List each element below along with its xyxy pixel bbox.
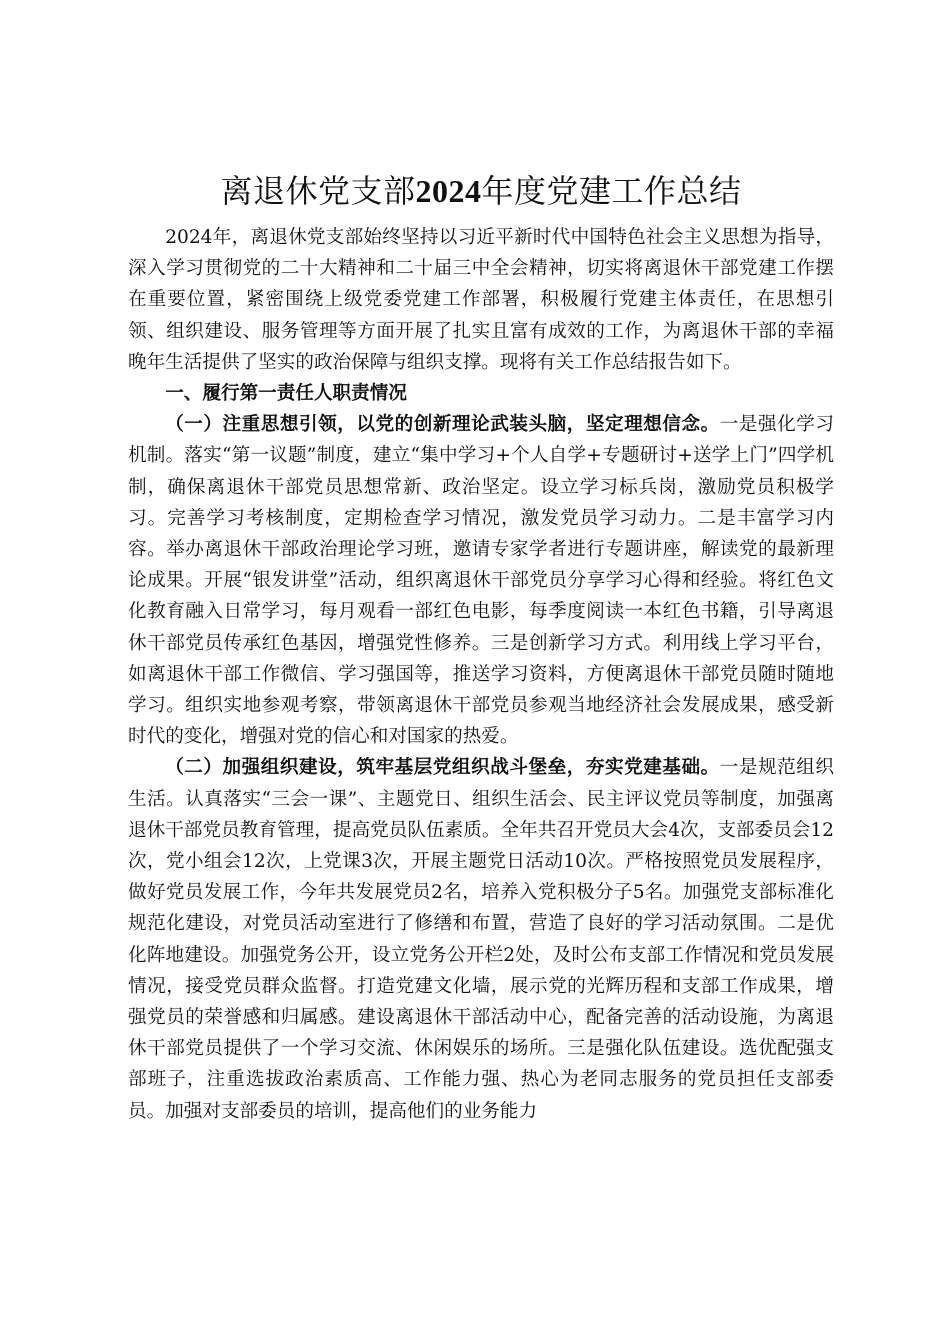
title-prefix: 离退休党支部 xyxy=(220,172,416,210)
document-title xyxy=(128,168,834,214)
title-year: 2024 xyxy=(415,173,482,209)
item-2-paragraph xyxy=(128,752,834,1126)
section-1-heading: 一、履行第一责任人职责情况 xyxy=(165,383,407,405)
item-1-paragraph xyxy=(128,409,834,752)
item-2-lead: （二）加强组织建设，筑牢基层党组织战斗堡垒，夯实党建基础。 xyxy=(165,757,720,779)
item-1-body: 一是强化学习机制。落实“第一议题”制度，建立“集中学习+个人自学+专题研讨+送学上门”四学机制，确保离退休干部党员思想常新、政治坚定。设立学习标兵岗，激励党员积极学习。完善学习考核制度，定期检查学习情况，激发党员学习动力。二是丰富学习内容。举办离退休干部政治理论学习班，邀请专家学者进行专题讲座，解读党的最新理论成果。开展“银发讲堂”活动，组织离退休干部党员分享学习心得和经验。将红色文化教育融入日常学习，每月观看一部红色电影，每季度阅读一本红色书籍，引导离退休干部党员传承红色基因，增强党性修养。三是创新学习方式。利用线上学习平台，如离退休干部工作微信、学习强国等，推送学习资料，方便离退休干部党员随时随地学习。组织实地参观考察，带领离退休干部党员参观当地经济社会发展成果，感受新时代的变化，增强对党的信心和对国家的热爱。 xyxy=(128,414,834,748)
title-suffix: 年度党建工作总结 xyxy=(481,172,742,210)
document-body xyxy=(128,168,834,1127)
intro-paragraph: 2024年，离退休党支部始终坚持以习近平新时代中国特色社会主义思想为指导，深入学习贯彻党的二十大精神和二十届三中全会精神，切实将离退休干部党建工作摆在重要位置，紧密围绕上级党委党建工作部署，积极履行党建主体责任，在思想引领、组织建设、服务管理等方面开展了扎实且富有成效的工作，为离退休干部的幸福晚年生活提供了坚实的政治保障与组织支撑。现将有关工作总结报告如下。 xyxy=(128,227,834,373)
item-2-body: 一是规范组织生活。认真落实“三会一课”、主题党日、组织生活会、民主评议党员等制度，加强离退休干部党员教育管理，提高党员队伍素质。全年共召开党员大会4次，支部委员会12次，党小组会12次，上党课3次，开展主题党日活动10次。严格按照党员发展程序，做好党员发展工作，今年共发展党员2名，培养入党积极分子5名。加强党支部标准化规范化建设，对党员活动室进行了修缮和布置，营造了良好的学习活动氛围。二是优化阵地建设。加强党务公开，设立党务公开栏2处，及时公布支部工作情况和党员发展情况，接受党员群众监督。打造党建文化墙，展示党的光辉历程和支部工作成果，增强党员的荣誉感和归属感。建设离退休干部活动中心，配备完善的活动设施，为离退休干部党员提供了一个学习交流、休闲娱乐的场所。三是强化队伍建设。选优配强支部班子，注重选拔政治素质高、工作能力强、热心为老同志服务的党员担任支部委员。加强对支部委员的培训，提高他们的业务能力 xyxy=(128,757,834,1122)
item-1-lead: （一）注重思想引领，以党的创新理论武装头脑，坚定理想信念。 xyxy=(165,414,720,436)
